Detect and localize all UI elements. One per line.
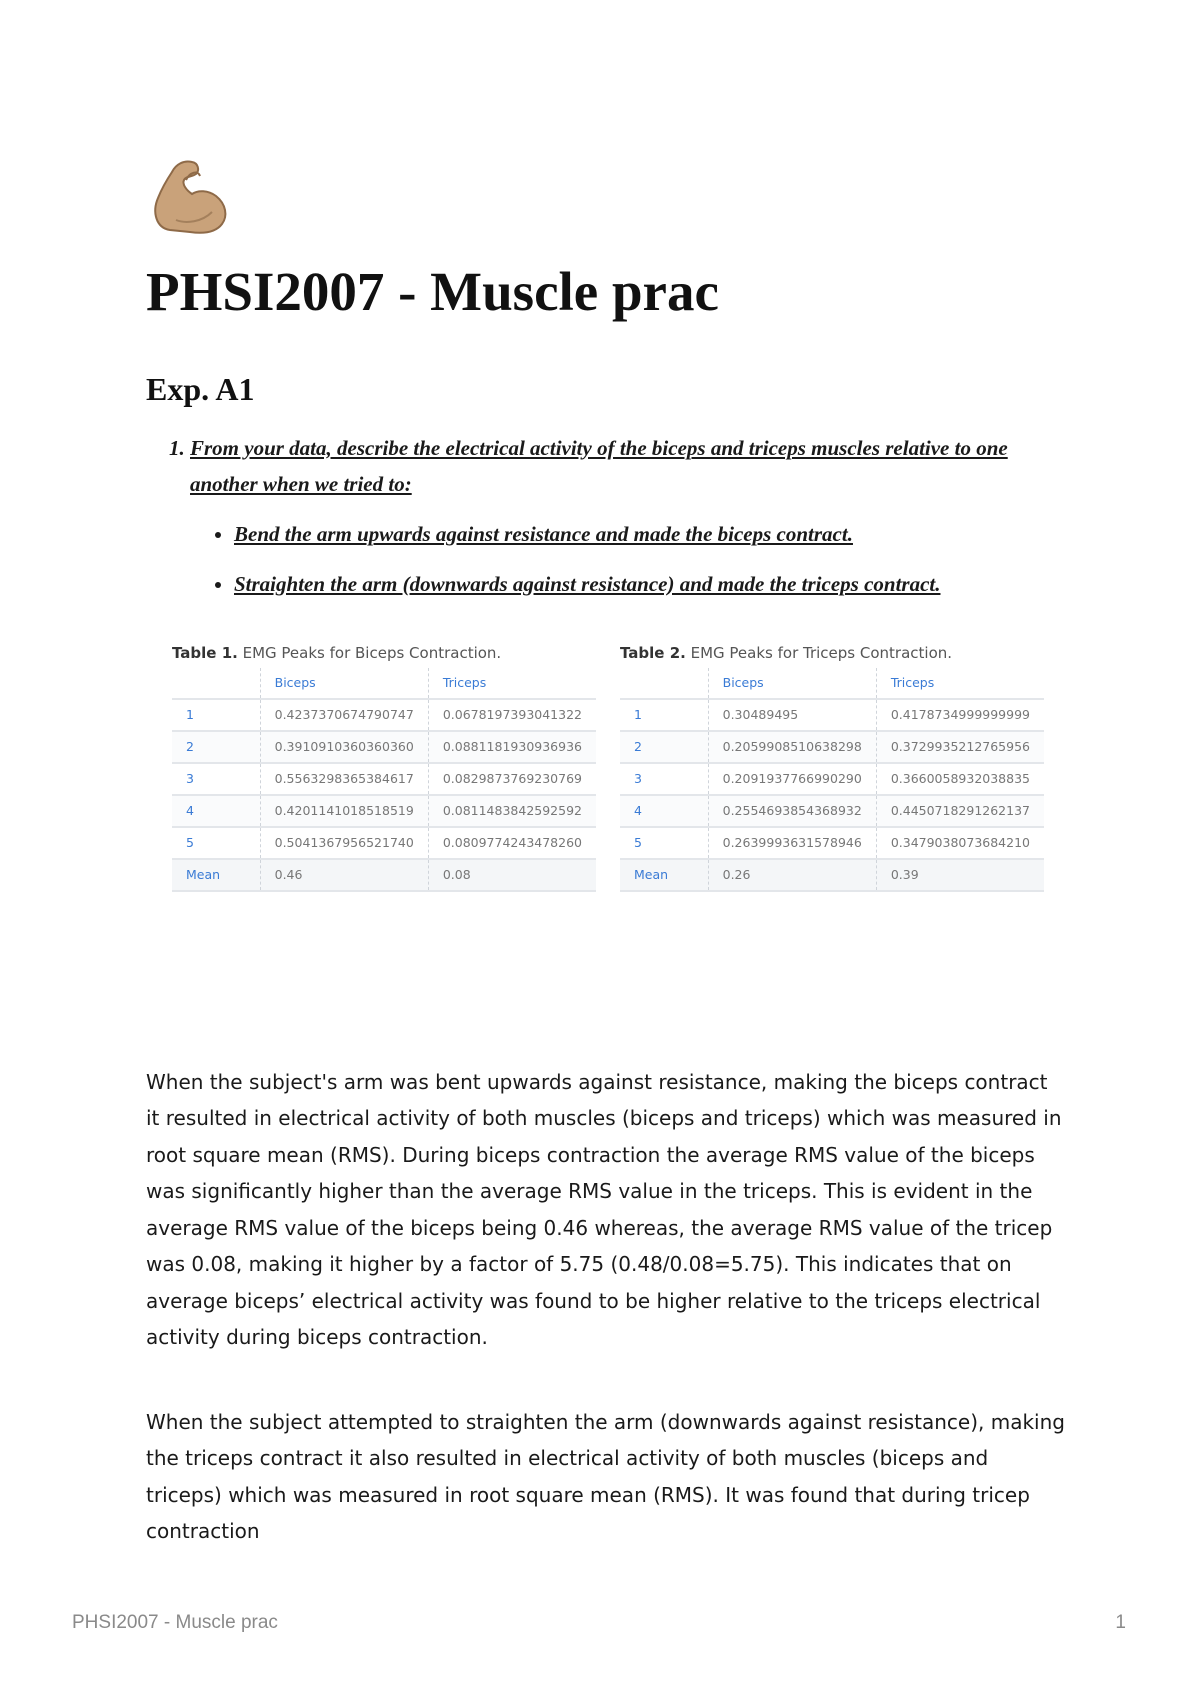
page-number: 1 [1115,1612,1126,1633]
table-caption-label: Table 1. [172,643,238,662]
table-cell: 0.0678197393041322 [442,707,582,722]
table-cell: 0.2639993631578946 [708,827,876,859]
row-label: 1 [172,699,260,731]
table-caption-label: Table 2. [620,643,686,662]
page-content [146,150,1066,1550]
table-row [172,795,596,827]
flexed-biceps-icon [146,150,238,242]
table-caption-text: EMG Peaks for Biceps Contraction. [237,643,502,662]
table-cell: 0.30489495 [708,699,876,731]
table-cell: 0.0829873769230769 [442,771,582,786]
section-heading: Exp. A1 [146,370,255,407]
body-paragraph: When the subject attempted to straighten the arm (downwards against resistance), making the triceps contract it also resulted in electrical activity of both muscles (biceps and triceps) which was measured in root square mean (RMS). It was found that during tricep contraction [146,1409,1065,1543]
body-paragraph: When the subject's arm was bent upwards against resistance, making the biceps contract it resulted in electrical activity of both muscles (biceps and triceps) which was measured in root square mean (RMS). During biceps contraction the average RMS value of the biceps was significantly higher than the average RMS value in the triceps. This is evident in the average RMS value of the biceps being 0.46 whereas, the average RMS value of the tricep was 0.08, making it higher by a factor of 5.75 (0.48/0.08=5.75). This indicates that on average biceps’ electrical activity was found to be higher relative to the triceps electrical activity during biceps contraction. [146,1069,1062,1349]
emg-table-biceps [172,644,596,892]
table-row [620,763,1044,795]
table-cell: 0.5041367956521740 [260,827,428,859]
table-caption [172,644,596,662]
table-cell: 0.4201141018518519 [260,795,428,827]
table-row [172,827,596,859]
table-caption [620,644,1044,662]
row-label: 2 [620,731,708,763]
tables-row [172,644,1072,892]
table-cell: 0.4178734999999999 [890,707,1030,722]
column-header: Biceps [260,668,428,699]
page-title: PHSI2007 - Muscle prac [146,261,719,322]
table-row [172,731,596,763]
column-header [620,668,708,699]
table-row [620,795,1044,827]
row-label: 1 [620,699,708,731]
table-cell: 0.0809774243478260 [442,835,582,850]
table-cell: 0.4237370674790747 [260,699,428,731]
data-table [620,668,1044,892]
table-mean-row [172,859,596,891]
table-row [172,699,596,731]
row-label: Mean [620,859,708,891]
table-row [172,763,596,795]
question-text: From your data, describe the electrical activity of the biceps and triceps muscles relative to one another when we tried to: [190,435,1008,496]
question-item [190,430,1066,602]
footer-title: PHSI2007 - Muscle prac [72,1612,278,1633]
table-header-row [172,668,596,699]
table-cell: 0.2059908510638298 [708,731,876,763]
table-mean-row [620,859,1044,891]
column-header: Triceps [428,668,596,699]
table-header-row [620,668,1044,699]
bullet-item [234,516,1066,552]
row-label: 2 [172,731,260,763]
question-list [146,430,1066,602]
row-label: 4 [620,795,708,827]
table-cell: 0.3479038073684210 [890,835,1030,850]
emg-table-triceps [620,644,1044,892]
row-label: 3 [620,763,708,795]
data-table [172,668,596,892]
table-cell: 0.4450718291262137 [876,795,1044,827]
table-cell: 0.08 [428,859,596,891]
table-cell: 0.39 [876,859,1044,891]
table-cell: 0.3729935212765956 [876,731,1044,763]
table-cell: 0.5563298365384617 [260,763,428,795]
row-label: 5 [172,827,260,859]
row-label: Mean [172,859,260,891]
table-cell: 0.2091937766990290 [708,763,876,795]
table-cell: 0.26 [708,859,876,891]
column-header: Biceps [708,668,876,699]
bullet-item [234,566,1066,602]
table-cell: 0.2554693854368932 [708,795,876,827]
table-cell: 0.3910910360360360 [260,731,428,763]
column-header: Triceps [876,668,1044,699]
row-label: 5 [620,827,708,859]
bullet-text: Straighten the arm (downwards against resistance) and made the triceps contract. [234,571,941,596]
column-header [172,668,260,699]
table-caption-text: EMG Peaks for Triceps Contraction. [685,643,953,662]
table-row [620,699,1044,731]
table-row [620,827,1044,859]
row-label: 4 [172,795,260,827]
row-label: 3 [172,763,260,795]
table-row [620,731,1044,763]
table-cell: 0.0811483842592592 [428,795,596,827]
table-cell: 0.3660058932038835 [890,771,1030,786]
page-footer [72,1612,1126,1634]
bullet-text: Bend the arm upwards against resistance and made the biceps contract. [234,521,853,546]
table-cell: 0.46 [260,859,428,891]
question-bullets [190,516,1066,602]
table-cell: 0.0881181930936936 [428,731,596,763]
